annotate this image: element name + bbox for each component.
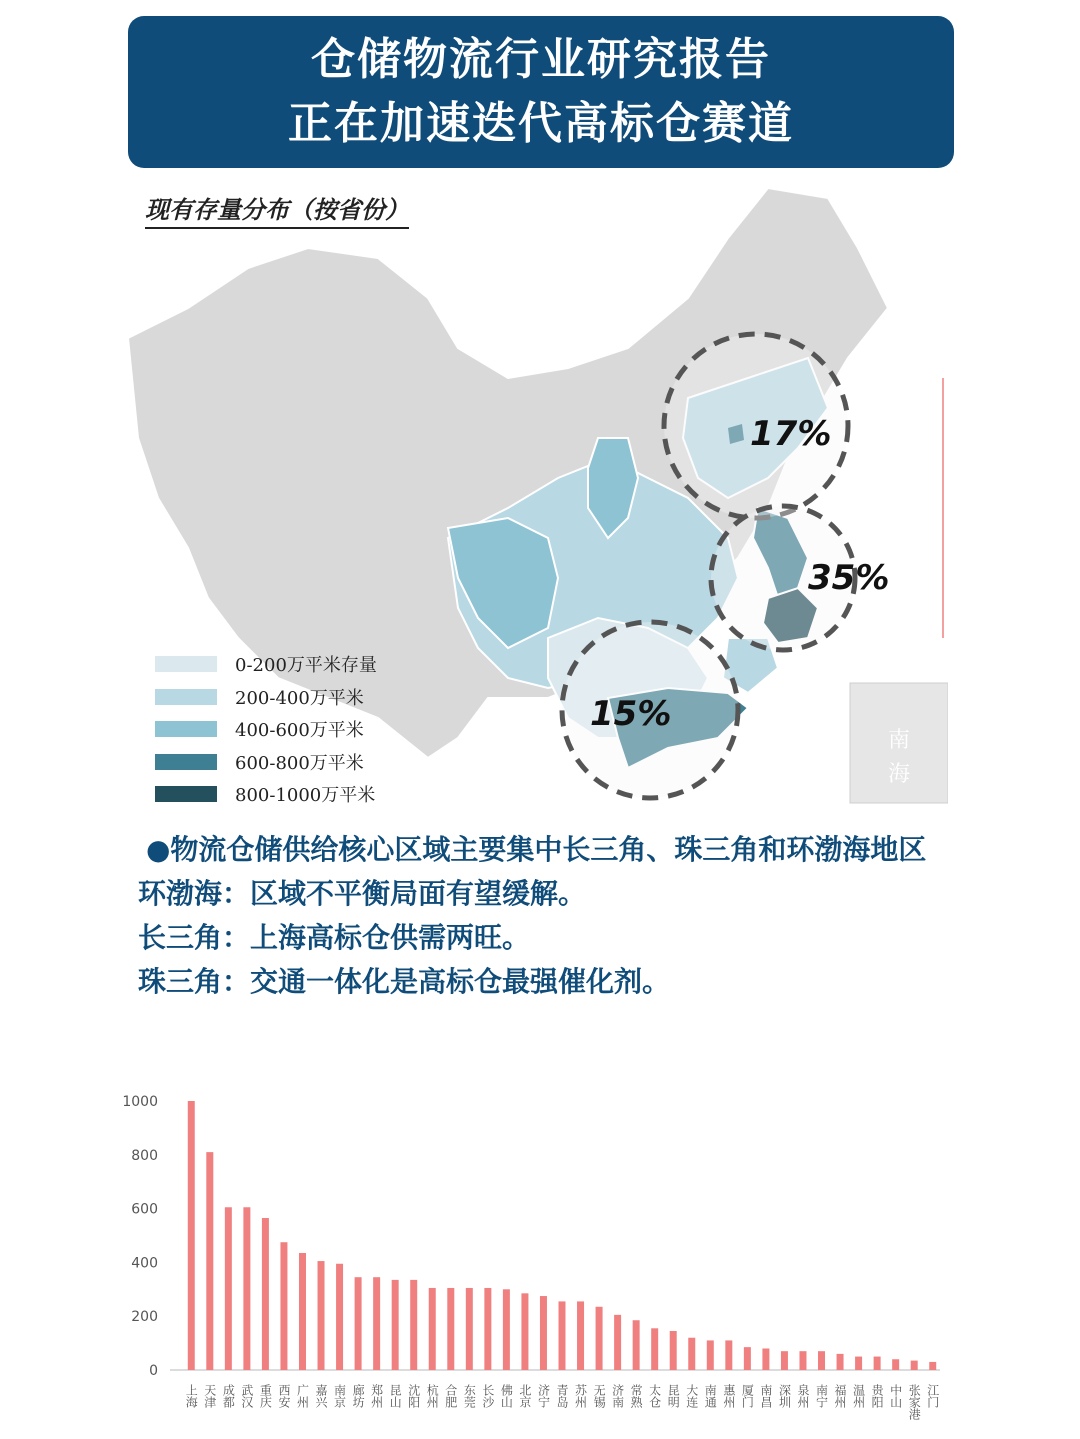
x-tick-label: 温州 <box>851 1384 866 1408</box>
x-tick-label: 嘉兴 <box>314 1384 329 1408</box>
bar-南昌 <box>762 1348 769 1370</box>
legend-swatch <box>155 721 217 737</box>
x-tick-label: 廊坊 <box>351 1384 366 1408</box>
bar-郑州 <box>373 1277 380 1370</box>
bar-重庆 <box>262 1218 269 1370</box>
y-tick-label: 600 <box>131 1201 158 1218</box>
x-tick-label: 深圳 <box>777 1384 792 1408</box>
x-tick-label: 厦门 <box>740 1384 755 1408</box>
notes-bohai: 环渤海：区域不平衡局面有望缓解。 <box>138 877 587 910</box>
x-tick-label: 南京 <box>332 1384 347 1408</box>
city-stock-bar-chart <box>110 1085 950 1435</box>
y-tick-label: 800 <box>131 1147 158 1164</box>
notes-headline: ●物流仓储供给核心区域主要集中长三角、珠三角和环渤海地区 <box>146 833 927 866</box>
x-tick-label: 南昌 <box>758 1384 773 1408</box>
bar-西安 <box>280 1242 287 1370</box>
x-tick-label: 杭州 <box>425 1384 440 1408</box>
banner-title-line1: 仓储物流行业研究报告 <box>311 34 771 85</box>
bar-合肥 <box>447 1288 454 1370</box>
bar-南宁 <box>818 1351 825 1370</box>
x-tick-label: 天津 <box>202 1384 217 1408</box>
legend-swatch <box>155 689 217 705</box>
bar-温州 <box>855 1357 862 1370</box>
bar-福州 <box>837 1354 844 1370</box>
legend-item: 400-600万平米 <box>155 713 377 746</box>
x-tick-label: 西安 <box>276 1384 291 1408</box>
bar-惠州 <box>725 1340 732 1370</box>
notes-pearl: 珠三角：交通一体化是高标仓最强催化剂。 <box>138 965 671 998</box>
summary-notes <box>138 828 938 1004</box>
legend-item: 0-200万平米存量 <box>155 648 377 681</box>
bar-昆明 <box>670 1331 677 1370</box>
bar-济宁 <box>540 1296 547 1370</box>
yangtze-share: 35% <box>808 558 890 598</box>
x-tick-label: 济南 <box>610 1384 625 1408</box>
bar-贵阳 <box>874 1357 881 1370</box>
bar-北京 <box>521 1293 528 1370</box>
legend-swatch <box>155 754 217 770</box>
x-tick-label: 北京 <box>517 1384 532 1408</box>
x-tick-label: 太仓 <box>647 1384 662 1408</box>
bar-厦门 <box>744 1347 751 1370</box>
x-tick-label: 上海 <box>184 1384 199 1408</box>
bar-天津 <box>206 1152 213 1370</box>
x-tick-label: 常熟 <box>629 1384 644 1408</box>
x-tick-label: 青岛 <box>555 1384 569 1408</box>
pearl-share: 15% <box>590 694 672 734</box>
notes-yangtze: 长三角：上海高标仓供需两旺。 <box>138 921 531 954</box>
y-tick-label: 200 <box>131 1309 158 1326</box>
bar-南通 <box>707 1340 714 1370</box>
legend-item: 200-400万平米 <box>155 681 377 714</box>
map-legend <box>155 648 377 811</box>
bar-张家港 <box>911 1361 918 1370</box>
bar-东莞 <box>466 1288 473 1370</box>
bar-济南 <box>614 1315 621 1370</box>
y-tick-label: 400 <box>131 1255 158 1272</box>
x-tick-label: 张家港 <box>907 1384 922 1420</box>
bar-青岛 <box>559 1301 566 1370</box>
x-tick-label: 昆明 <box>666 1384 681 1408</box>
x-tick-label: 惠州 <box>721 1384 736 1408</box>
x-tick-label: 沈阳 <box>406 1384 421 1408</box>
bar-太仓 <box>651 1328 658 1370</box>
bar-嘉兴 <box>318 1261 325 1370</box>
bar-苏州 <box>577 1301 584 1370</box>
x-tick-label: 成都 <box>221 1384 236 1408</box>
x-tick-label: 郑州 <box>369 1384 384 1408</box>
bar-江门 <box>929 1362 936 1370</box>
x-tick-label: 昆山 <box>388 1384 403 1408</box>
bar-泉州 <box>799 1351 806 1370</box>
bar-廊坊 <box>355 1277 362 1370</box>
x-tick-label: 中山 <box>888 1384 903 1408</box>
bar-大连 <box>688 1338 695 1370</box>
y-tick-label: 0 <box>149 1363 158 1379</box>
y-tick-label: 1000 <box>122 1094 158 1110</box>
bar-南京 <box>336 1264 343 1370</box>
legend-item: 800-1000万平米 <box>155 778 377 811</box>
banner-title-line2: 正在加速迭代高标仓赛道 <box>288 98 794 149</box>
title-banner <box>128 16 954 168</box>
x-tick-label: 济宁 <box>536 1384 551 1408</box>
bar-上海 <box>188 1101 195 1370</box>
x-tick-label: 南宁 <box>814 1384 829 1408</box>
bar-沈阳 <box>410 1280 417 1370</box>
x-tick-label: 佛山 <box>499 1384 514 1408</box>
south-sea-label: 南 海 <box>888 728 911 787</box>
x-tick-label: 重庆 <box>258 1384 273 1408</box>
bar-常熟 <box>633 1320 640 1370</box>
bohai-share: 17% <box>750 414 832 454</box>
x-tick-label: 长沙 <box>480 1384 495 1408</box>
x-tick-label: 福州 <box>833 1384 848 1408</box>
x-tick-label: 大连 <box>684 1384 699 1408</box>
bar-无锡 <box>596 1307 603 1370</box>
legend-item: 600-800万平米 <box>155 746 377 779</box>
x-tick-label: 苏州 <box>573 1384 588 1408</box>
bar-成都 <box>225 1207 232 1370</box>
bar-长沙 <box>484 1288 491 1370</box>
map-title: 现有存量分布（按省份） <box>145 190 409 229</box>
bar-昆山 <box>392 1280 399 1370</box>
x-tick-label: 江门 <box>925 1384 940 1408</box>
bar-广州 <box>299 1253 306 1370</box>
x-tick-label: 无锡 <box>592 1384 607 1408</box>
legend-swatch <box>155 656 217 672</box>
bar-深圳 <box>781 1351 788 1370</box>
bar-中山 <box>892 1359 899 1370</box>
x-tick-label: 南通 <box>703 1384 718 1408</box>
x-tick-label: 广州 <box>295 1384 310 1408</box>
x-tick-label: 泉州 <box>795 1384 810 1408</box>
legend-swatch <box>155 786 217 802</box>
bar-佛山 <box>503 1289 510 1370</box>
x-tick-label: 武汉 <box>239 1384 254 1408</box>
x-tick-label: 贵阳 <box>870 1384 885 1408</box>
x-tick-label: 东莞 <box>462 1384 477 1408</box>
bar-武汉 <box>243 1207 250 1370</box>
x-tick-label: 合肥 <box>443 1384 458 1408</box>
bar-杭州 <box>429 1288 436 1370</box>
